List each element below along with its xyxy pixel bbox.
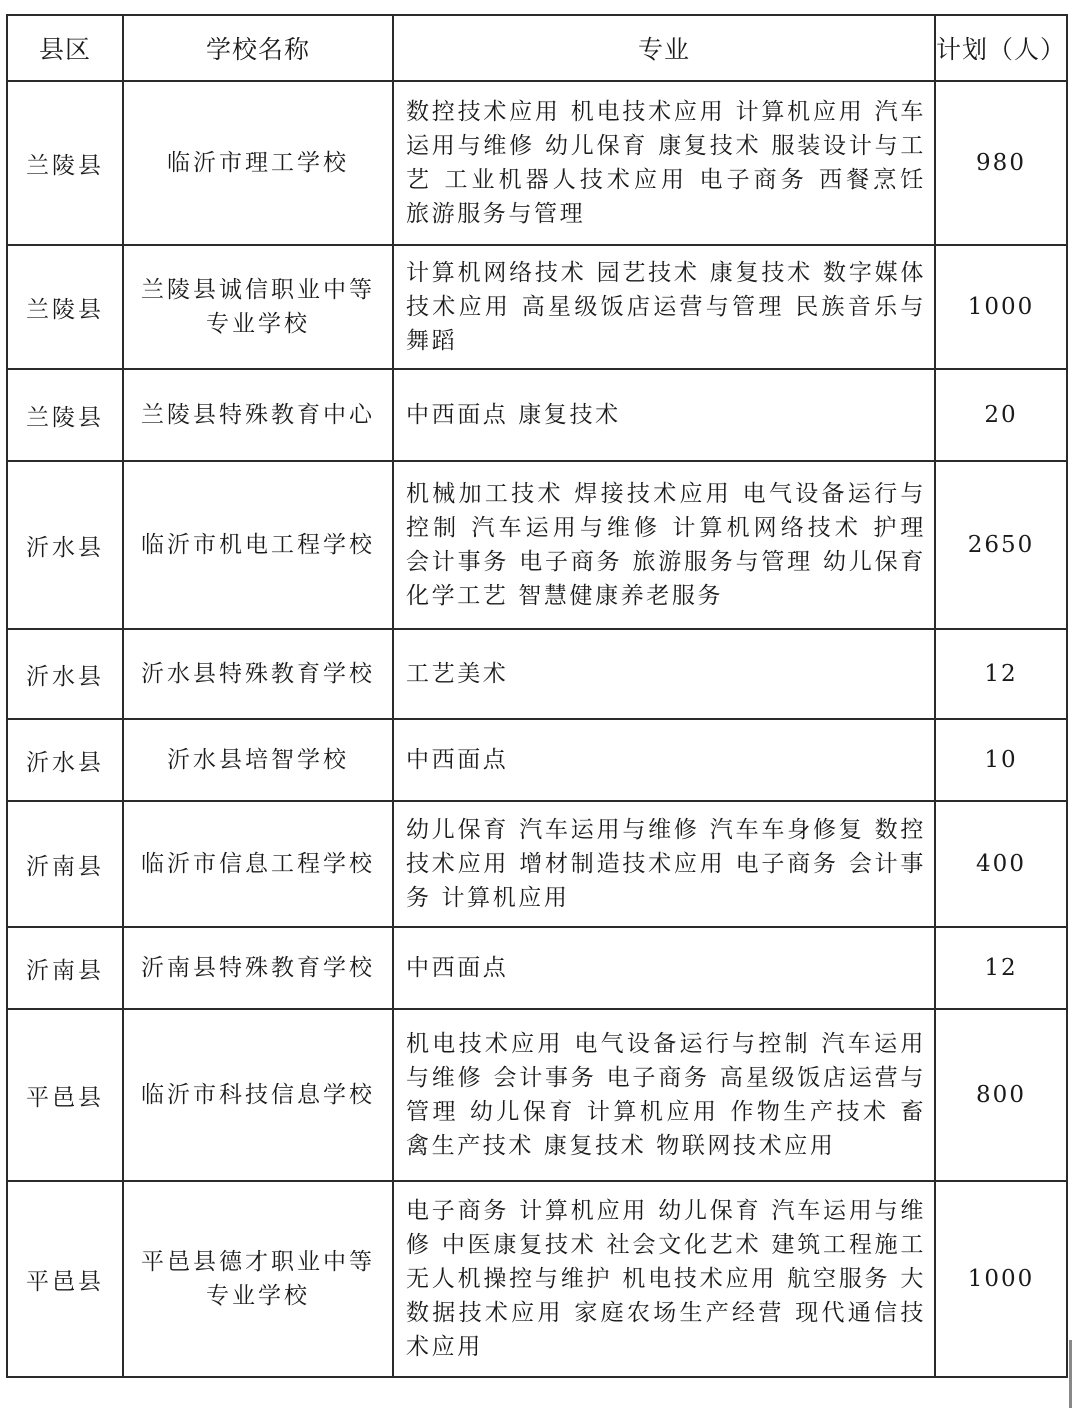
table-row — [7, 461, 1067, 629]
county-cell: 沂水县 — [7, 719, 123, 801]
school-cell: 平邑县德才职业中等专业学校 — [123, 1181, 393, 1377]
county-cell: 兰陵县 — [7, 81, 123, 245]
school-cell: 临沂市理工学校 — [123, 81, 393, 245]
county-cell: 兰陵县 — [7, 369, 123, 461]
majors-cell: 机电技术应用 电气设备运行与控制 汽车运用与维修 会计事务 电子商务 高星级饭店运营与管理 幼儿保育 计算机应用 作物生产技术 畜禽生产技术 康复技术 物联网技术应用 — [393, 1009, 935, 1181]
school-cell: 临沂市信息工程学校 — [123, 801, 393, 927]
header-majors: 专业 — [393, 15, 935, 81]
header-plan: 计划（人） — [935, 15, 1067, 81]
school-cell: 沂水县特殊教育学校 — [123, 629, 393, 719]
plan-cell: 12 — [935, 629, 1067, 719]
table-row — [7, 629, 1067, 719]
table-row — [7, 245, 1067, 369]
header-county: 县区 — [7, 15, 123, 81]
majors-cell: 中西面点 — [393, 927, 935, 1009]
county-cell: 沂水县 — [7, 629, 123, 719]
page-edge-shadow — [1069, 1340, 1072, 1408]
school-cell: 沂水县培智学校 — [123, 719, 393, 801]
county-cell: 沂南县 — [7, 801, 123, 927]
majors-cell: 机械加工技术 焊接技术应用 电气设备运行与控制 汽车运用与维修 计算机网络技术 护理 会计事务 电子商务 旅游服务与管理 幼儿保育 化学工艺 智慧健康养老服务 — [393, 461, 935, 629]
table-row — [7, 369, 1067, 461]
school-cell: 兰陵县诚信职业中等专业学校 — [123, 245, 393, 369]
school-cell: 临沂市科技信息学校 — [123, 1009, 393, 1181]
county-cell: 平邑县 — [7, 1009, 123, 1181]
school-cell: 沂南县特殊教育学校 — [123, 927, 393, 1009]
plan-cell: 980 — [935, 81, 1067, 245]
county-cell: 沂水县 — [7, 461, 123, 629]
table-row — [7, 1009, 1067, 1181]
header-row — [7, 15, 1067, 81]
school-cell: 兰陵县特殊教育中心 — [123, 369, 393, 461]
plan-cell: 400 — [935, 801, 1067, 927]
plan-cell: 2650 — [935, 461, 1067, 629]
plan-cell: 1000 — [935, 1181, 1067, 1377]
majors-cell: 工艺美术 — [393, 629, 935, 719]
plan-cell: 1000 — [935, 245, 1067, 369]
table-row — [7, 719, 1067, 801]
enrollment-plan-table — [6, 14, 1068, 1378]
header-school: 学校名称 — [123, 15, 393, 81]
table-row — [7, 81, 1067, 245]
majors-cell: 电子商务 计算机应用 幼儿保育 汽车运用与维修 中医康复技术 社会文化艺术 建筑工程施工 无人机操控与维护 机电技术应用 航空服务 大数据技术应用 家庭农场生产经营 现代通信技术应用 — [393, 1181, 935, 1377]
plan-cell: 10 — [935, 719, 1067, 801]
plan-cell: 20 — [935, 369, 1067, 461]
majors-cell: 幼儿保育 汽车运用与维修 汽车车身修复 数控技术应用 增材制造技术应用 电子商务 会计事务 计算机应用 — [393, 801, 935, 927]
county-cell: 平邑县 — [7, 1181, 123, 1377]
majors-cell: 数控技术应用 机电技术应用 计算机应用 汽车运用与维修 幼儿保育 康复技术 服装设计与工艺 工业机器人技术应用 电子商务 西餐烹饪 旅游服务与管理 — [393, 81, 935, 245]
majors-cell: 计算机网络技术 园艺技术 康复技术 数字媒体技术应用 高星级饭店运营与管理 民族音乐与舞蹈 — [393, 245, 935, 369]
county-cell: 兰陵县 — [7, 245, 123, 369]
table-row — [7, 927, 1067, 1009]
table-row — [7, 1181, 1067, 1377]
plan-cell: 800 — [935, 1009, 1067, 1181]
county-cell: 沂南县 — [7, 927, 123, 1009]
school-cell: 临沂市机电工程学校 — [123, 461, 393, 629]
majors-cell: 中西面点 — [393, 719, 935, 801]
table-row — [7, 801, 1067, 927]
majors-cell: 中西面点 康复技术 — [393, 369, 935, 461]
plan-cell: 12 — [935, 927, 1067, 1009]
